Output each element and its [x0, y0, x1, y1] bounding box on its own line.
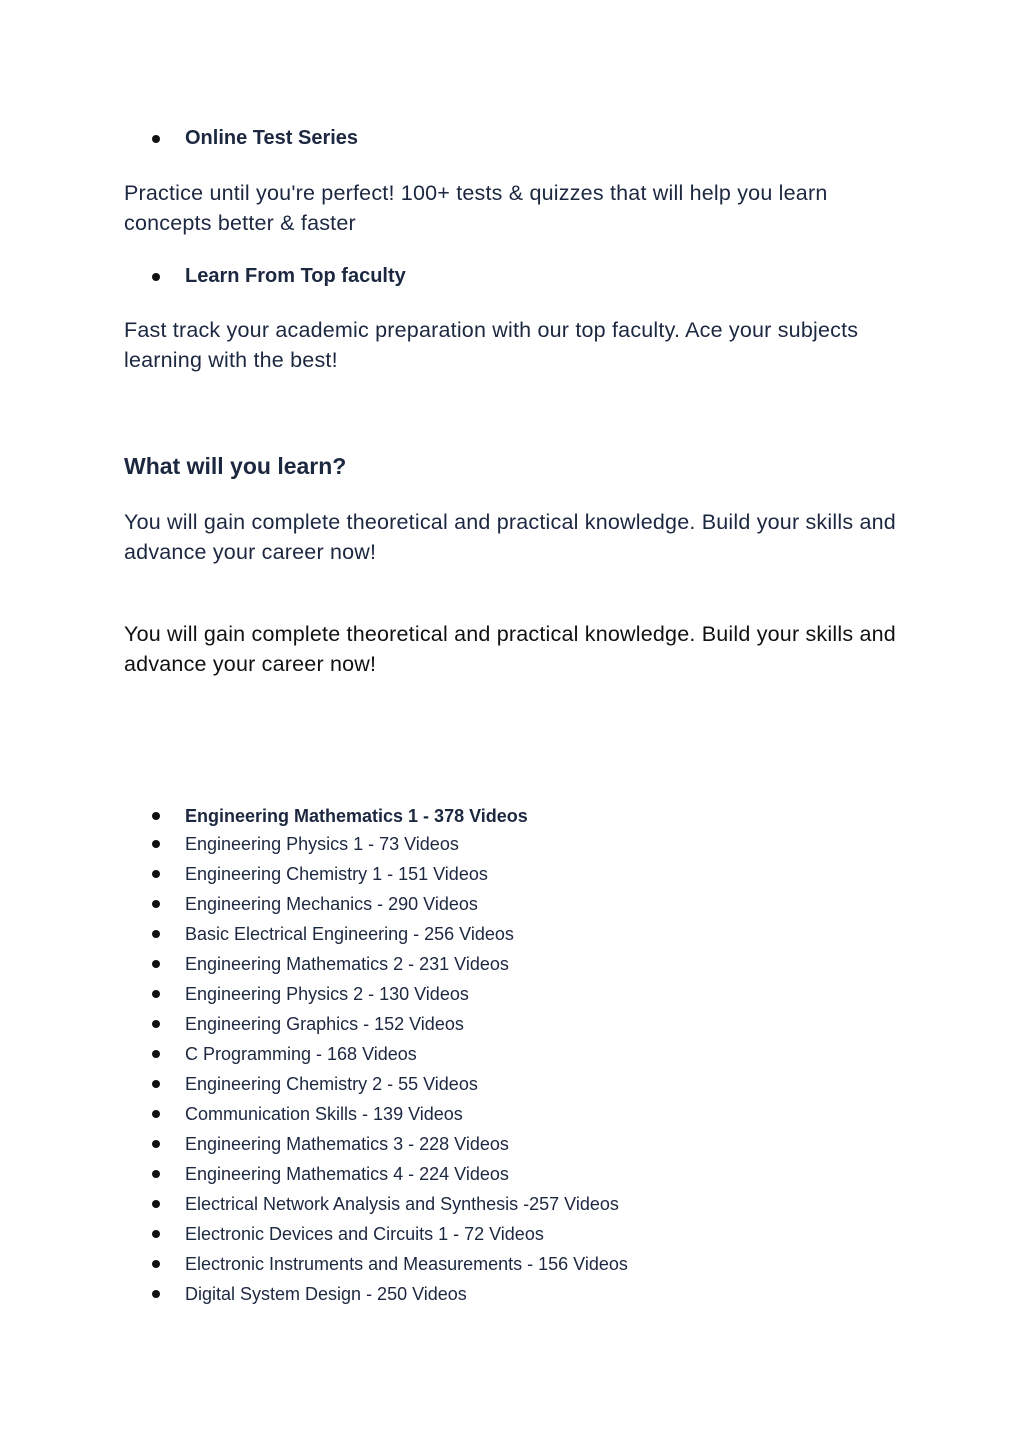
course-list-item	[152, 1039, 628, 1069]
bullet-icon	[152, 1110, 160, 1118]
feature-top-faculty	[152, 265, 406, 288]
feature-description: Fast track your academic preparation with our top faculty. Ace your subjects learning with the best!	[124, 318, 859, 372]
bullet-icon	[152, 1020, 160, 1028]
course-label: Electronic Devices and Circuits 1 - 72 Videos	[185, 1223, 544, 1244]
bullet-icon	[152, 1080, 160, 1088]
course-list-item	[152, 1219, 628, 1249]
course-label: Engineering Mechanics - 290 Videos	[185, 893, 478, 914]
course-label: Electronic Instruments and Measurements - 156 Videos	[185, 1253, 628, 1274]
course-label: Digital System Design - 250 Videos	[185, 1283, 467, 1304]
course-label: Engineering Mathematics 3 - 228 Videos	[185, 1133, 509, 1154]
feature-title: Learn From Top faculty	[185, 265, 406, 287]
bullet-icon	[152, 870, 160, 878]
course-list-item	[152, 1279, 628, 1309]
course-list-item	[152, 1159, 628, 1189]
section-heading: What will you learn?	[124, 453, 347, 479]
course-list-item	[152, 803, 628, 829]
course-list-item	[152, 1189, 628, 1219]
course-list-item	[152, 1009, 628, 1039]
course-list-item	[152, 829, 628, 859]
bullet-icon	[152, 960, 160, 968]
bullet-icon	[152, 1140, 160, 1148]
course-list	[152, 803, 628, 1309]
learn-paragraph-repeat: You will gain complete theoretical and practical knowledge. Build your skills and advance your career now!	[124, 622, 896, 676]
course-label: C Programming - 168 Videos	[185, 1043, 417, 1064]
bullet-icon	[152, 1170, 160, 1178]
feature-description: Practice until you're perfect! 100+ tests & quizzes that will help you learn concepts better & faster	[124, 181, 828, 235]
bullet-icon	[152, 135, 160, 143]
course-list-item	[152, 919, 628, 949]
course-label: Engineering Physics 1 - 73 Videos	[185, 833, 459, 854]
bullet-icon	[152, 1200, 160, 1208]
course-list-item	[152, 859, 628, 889]
course-label: Engineering Mathematics 1 - 378 Videos	[185, 805, 528, 826]
course-list-item	[152, 889, 628, 919]
course-label: Engineering Chemistry 1 - 151 Videos	[185, 863, 488, 884]
bullet-icon	[152, 900, 160, 908]
course-label: Electrical Network Analysis and Synthesis -257 Videos	[185, 1193, 619, 1214]
course-list-item	[152, 1129, 628, 1159]
bullet-icon	[152, 273, 160, 281]
bullet-icon	[152, 930, 160, 938]
course-list-item	[152, 949, 628, 979]
course-label: Engineering Mathematics 2 - 231 Videos	[185, 953, 509, 974]
bullet-icon	[152, 1230, 160, 1238]
course-label: Engineering Physics 2 - 130 Videos	[185, 983, 469, 1004]
course-label: Engineering Mathematics 4 - 224 Videos	[185, 1163, 509, 1184]
bullet-icon	[152, 812, 160, 820]
bullet-icon	[152, 1260, 160, 1268]
course-list-item	[152, 1099, 628, 1129]
feature-title: Online Test Series	[185, 127, 359, 149]
bullet-icon	[152, 1050, 160, 1058]
course-label: Engineering Graphics - 152 Videos	[185, 1013, 464, 1034]
course-list-item	[152, 1249, 628, 1279]
course-list-item	[152, 1069, 628, 1099]
bullet-icon	[152, 840, 160, 848]
course-label: Engineering Chemistry 2 - 55 Videos	[185, 1073, 478, 1094]
course-list-item	[152, 979, 628, 1009]
bullet-icon	[152, 990, 160, 998]
learn-paragraph: You will gain complete theoretical and practical knowledge. Build your skills and advance your career now!	[124, 510, 896, 564]
course-label: Communication Skills - 139 Videos	[185, 1103, 463, 1124]
bullet-icon	[152, 1290, 160, 1298]
feature-online-test-series	[152, 127, 358, 150]
course-label: Basic Electrical Engineering - 256 Videos	[185, 923, 514, 944]
